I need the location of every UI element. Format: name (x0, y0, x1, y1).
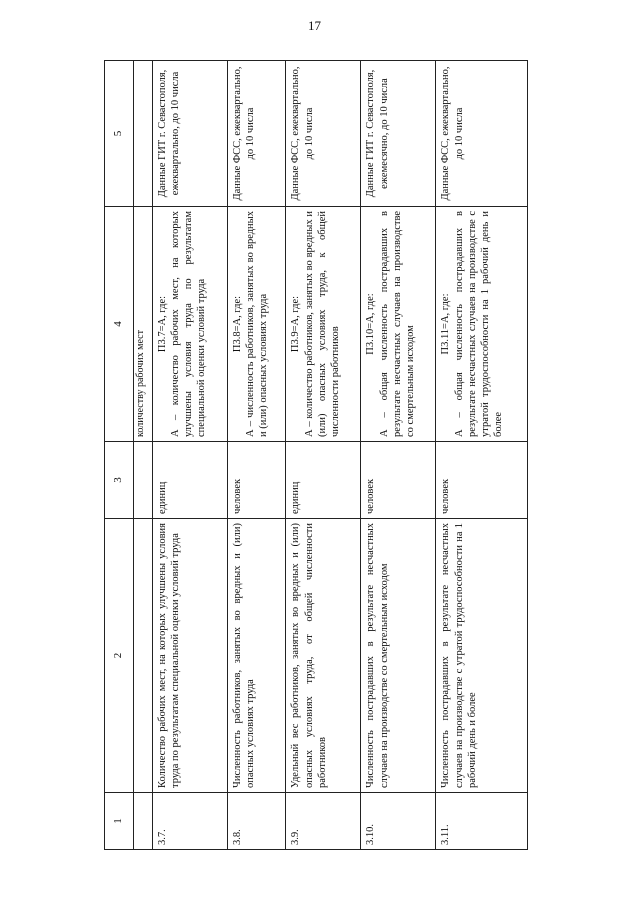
data-source: Данные ФСС, ежеквартально, до 10 числа (436, 61, 528, 207)
method-cell (153, 207, 228, 442)
unit: человек (436, 442, 528, 519)
row-number: 3.9. (286, 793, 361, 850)
table-row (228, 61, 286, 850)
continuation-cell-5 (134, 61, 153, 207)
indicator-name: Численность пострадавших в результате несчастных случаев на производстве со смертельным исходом (361, 519, 436, 793)
method-cell (361, 207, 436, 442)
page-number: 17 (308, 18, 321, 33)
unit: единиц (286, 442, 361, 519)
data-source: Данные ГИТ г. Севастополя, ежемесячно, до 10 числа (361, 61, 436, 207)
table-row (153, 61, 228, 850)
header-col-1: 1 (105, 793, 134, 850)
indicator-name: Количество рабочих мест, на которых улучшены условия труда по результатам специальной оценки условий труда (153, 519, 228, 793)
data-source: Данные ФСС, ежеквартально, до 10 числа (228, 61, 286, 207)
table-row (286, 61, 361, 850)
row-number: 3.10. (361, 793, 436, 850)
formula: П3.8=А, где: (232, 295, 243, 353)
continuation-cell-2 (134, 519, 153, 793)
continuation-cell-1 (134, 793, 153, 850)
indicator-name: Численность пострадавших в результате несчастных случаев на производстве с утратой трудоспособности на 1 рабочий день и более (436, 519, 528, 793)
method-cell (436, 207, 528, 442)
header-col-4: 4 (105, 207, 134, 442)
continuation-row (134, 61, 153, 850)
header-col-5: 5 (105, 61, 134, 207)
formula-description: А – количество работников, занятых во вредных и (или) опасных условиях труда, к общей численности работников (303, 211, 341, 437)
indicator-name: Численность работников, занятых во вредных и (или) опасных условиях труда (228, 519, 286, 793)
unit: единиц (153, 442, 228, 519)
rotated-table-wrapper (104, 60, 528, 850)
continuation-cell-3 (134, 442, 153, 519)
table-row (436, 61, 528, 850)
row-number: 3.8. (228, 793, 286, 850)
formula-description: А – общая численность пострадавших в результате несчастных случаев на производстве с утратой трудоспособности на 1 рабочий день и более (453, 211, 504, 437)
formula-description: А – количество рабочих мест, на которых улучшены условия труда по результатам специальной оценки условий труда (170, 211, 208, 437)
formula: П3.10=А, где: (365, 293, 377, 355)
indicator-name: Удельный вес работников, занятых во вредных и (или) опасных условиях труда, от общей численности работников (286, 519, 361, 793)
table-row (361, 61, 436, 850)
header-col-3: 3 (105, 442, 134, 519)
formula-description: А – численность работников, занятых во вредных и (или) опасных условиях труда (245, 211, 270, 437)
continuation-cell-4: количеству рабочих мест (134, 207, 153, 442)
header-col-2: 2 (105, 519, 134, 793)
formula: П3.7=А, где: (157, 295, 168, 353)
indicators-table (104, 60, 528, 850)
method-cell (228, 207, 286, 442)
formula: П3.11=А, где: (440, 293, 452, 355)
method-cell (286, 207, 361, 442)
header-row (105, 61, 134, 850)
unit: человек (361, 442, 436, 519)
unit: человек (228, 442, 286, 519)
data-source: Данные ФСС, ежеквартально, до 10 числа (286, 61, 361, 207)
row-number: 3.7. (153, 793, 228, 850)
data-source: Данные ГИТ г. Севастополя, ежеквартально, до 10 числа (153, 61, 228, 207)
row-number: 3.11. (436, 793, 528, 850)
formula: П3.9=А, где: (290, 295, 302, 353)
formula-description: А – общая численность пострадавших в результате несчастных случаев на производстве со смертельным исходом (378, 211, 416, 437)
